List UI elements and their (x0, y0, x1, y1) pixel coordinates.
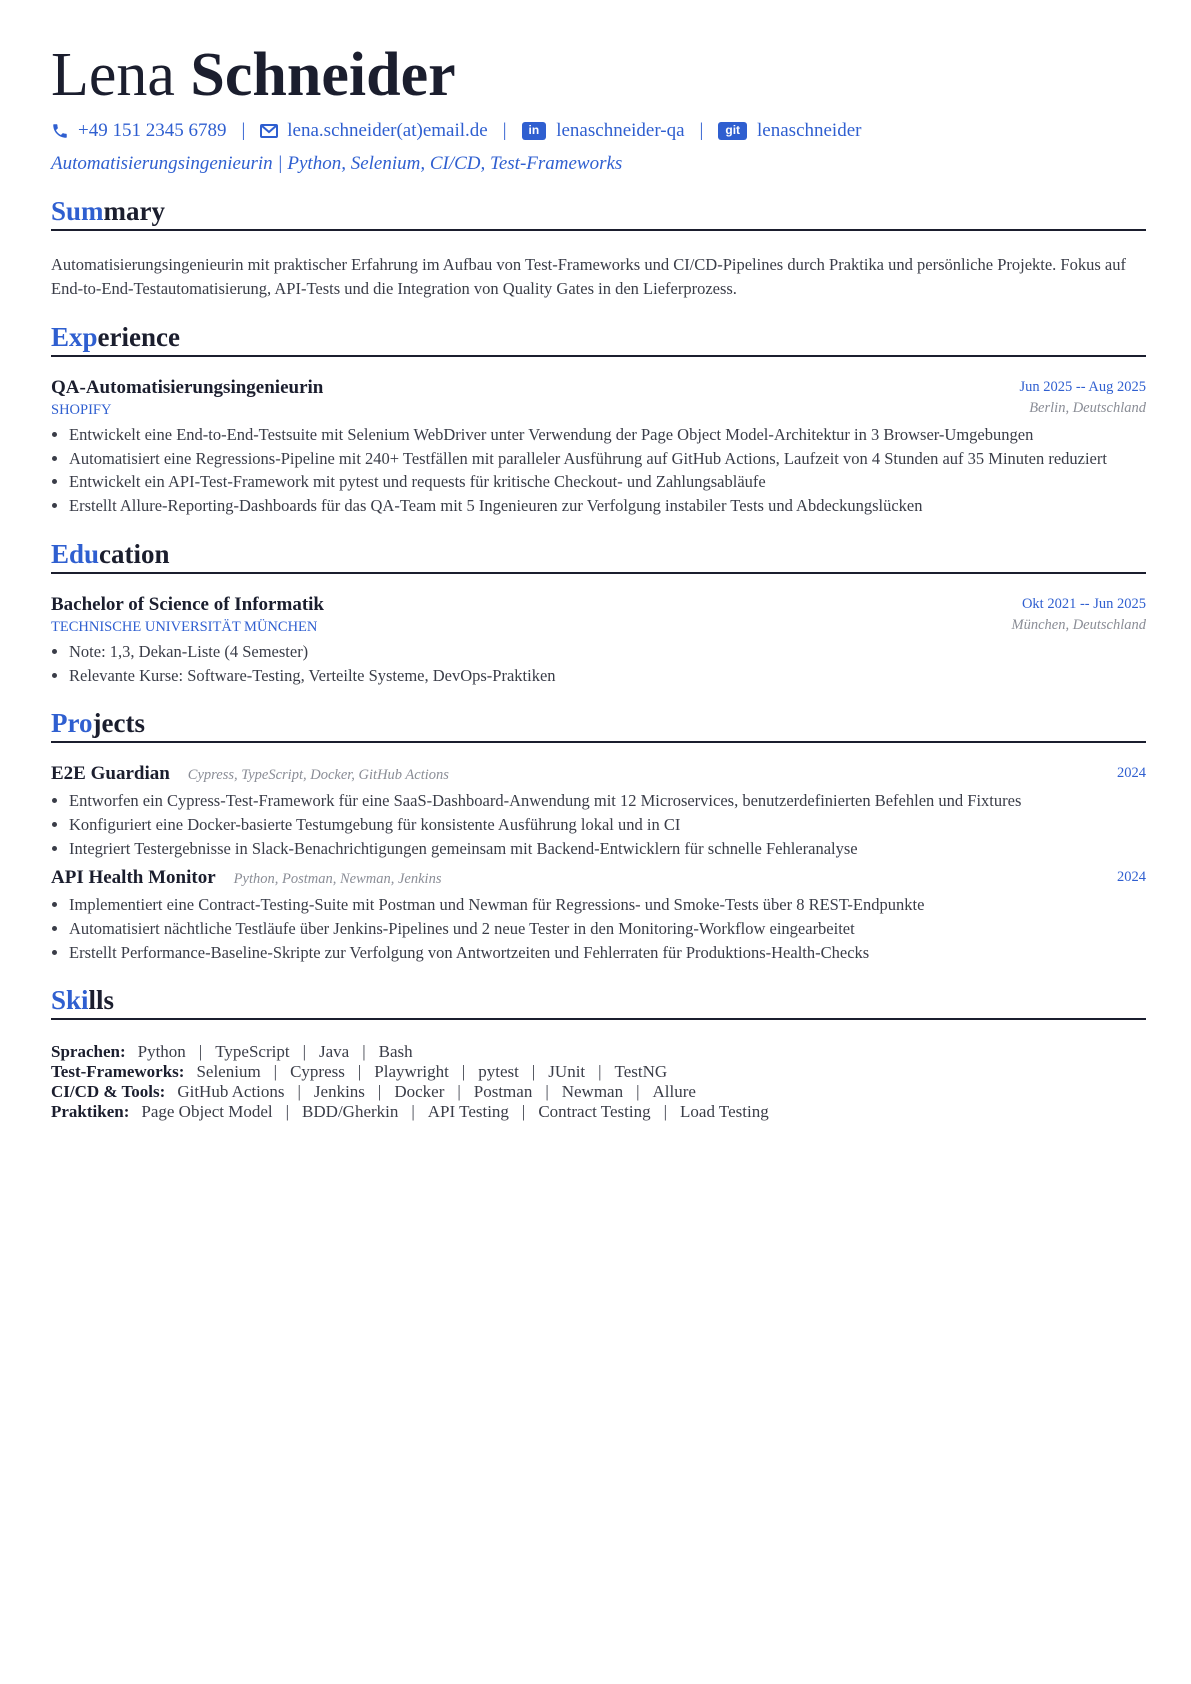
separator: | (699, 120, 704, 141)
resume-page (51, 38, 1146, 1122)
list-item: • Note: 1,3, Dekan-Liste (4 Semester) (69, 640, 1146, 664)
skill-item: Postman (473, 1082, 533, 1102)
skill-item: TestNG (614, 1062, 668, 1082)
section-title (51, 536, 1146, 574)
separator: | (545, 1082, 549, 1102)
degree-title: Bachelor of Science of Informatik (51, 593, 324, 615)
separator: | (377, 1082, 382, 1102)
skill-item: Docker (394, 1082, 445, 1102)
project-title: API Health Monitor (51, 867, 216, 889)
title-accent: Pro (51, 708, 93, 739)
skill-category-label: Sprachen: (51, 1042, 126, 1062)
phone-text: +49 151 2345 6789 (78, 120, 227, 141)
entry-header (51, 762, 1146, 786)
project-tech: Cypress, TypeScript, Docker, GitHub Actions (187, 767, 449, 784)
skill-item: BDD/Gherkin (302, 1102, 399, 1122)
skill-category-label: Test-Frameworks: (51, 1062, 185, 1082)
project-date: 2024 (1117, 765, 1146, 782)
skill-item: pytest (478, 1062, 519, 1082)
separator: | (357, 1062, 362, 1082)
github-contact[interactable] (718, 120, 861, 142)
project-title: E2E Guardian (51, 763, 170, 785)
separator: | (531, 1062, 536, 1082)
education-dates: Okt 2021 -- Jun 2025 (1021, 595, 1146, 612)
separator: | (241, 120, 246, 141)
contact-bar (51, 116, 1146, 146)
skill-item: Bash (378, 1042, 413, 1062)
linkedin-contact[interactable] (522, 120, 685, 142)
skill-item: Playwright (374, 1062, 449, 1082)
separator: | (636, 1082, 640, 1102)
skill-item: Page Object Model (141, 1102, 273, 1122)
summary-section (51, 193, 1146, 301)
skill-item: Cypress (290, 1062, 345, 1082)
list-item: • Konfiguriert eine Docker-basierte Testumgebung für konsistente Ausführung lokal und in CI (69, 813, 1146, 837)
entry-header (51, 593, 1146, 637)
separator: | (461, 1062, 466, 1082)
separator: | (273, 1062, 278, 1082)
git-icon: git (718, 122, 747, 140)
section-title (51, 193, 1146, 231)
bullet-list (51, 640, 1146, 687)
title-accent: Sum (51, 196, 104, 226)
skill-row (51, 1102, 1146, 1122)
education-location: München, Deutschland (1011, 616, 1146, 633)
education-section (51, 536, 1146, 687)
project-tech: Python, Postman, Newman, Jenkins (233, 871, 442, 888)
first-name: Lena (51, 41, 175, 109)
entry-header (51, 866, 1146, 890)
list-item: • Erstellt Allure-Reporting-Dashboards für das QA-Team mit 5 Ingenieuren zur Verfolgung instabiler Tests und Abdeckungslücken (69, 494, 1146, 518)
project-date: 2024 (1117, 869, 1146, 886)
list-item: • Erstellt Performance-Baseline-Skripte zur Verfolgung von Antwortzeiten und Fehlerraten für Produktions-Health-Checks (69, 941, 1146, 965)
skill-item: Java (318, 1042, 350, 1062)
separator: | (502, 120, 507, 141)
bullet-list (51, 789, 1146, 860)
section-title (51, 319, 1146, 357)
list-item: • Implementiert eine Contract-Testing-Suite mit Postman und Newman für Regressions- und Smoke-Tests über 8 REST-Endpunkte (69, 893, 1146, 917)
title-accent: Edu (51, 538, 100, 569)
projects-section (51, 705, 1146, 964)
skill-item: Load Testing (680, 1102, 769, 1122)
skill-row (51, 1062, 1146, 1082)
skill-row (51, 1082, 1146, 1102)
separator: | (198, 1042, 203, 1062)
project-entry (51, 762, 1146, 860)
list-item: • Automatisiert nächtliche Testläufe über Jenkins-Pipelines und 2 neue Tester in den Monitoring-Workflow eingearbeitet (69, 917, 1146, 941)
list-item: • Relevante Kurse: Software-Testing, Verteilte Systeme, DevOps-Praktiken (69, 664, 1146, 688)
job-dates: Jun 2025 -- Aug 2025 (1019, 379, 1146, 395)
phone-icon (51, 122, 69, 140)
linkedin-text: lenaschneider-qa (556, 120, 685, 141)
skills-list (51, 1042, 1146, 1122)
phone-contact[interactable] (51, 120, 226, 142)
title-rest: jects (92, 708, 145, 739)
email-contact[interactable] (260, 120, 487, 142)
section-title (51, 705, 1146, 743)
mail-icon (260, 124, 278, 138)
title-accent: Exp (51, 322, 98, 352)
list-item: • Entwickelt ein API-Test-Framework mit pytest und requests für kritische Checkout- und Zahlungsabläufe (69, 470, 1146, 494)
job-location: Berlin, Deutschland (1029, 400, 1146, 416)
entry-header (51, 376, 1146, 420)
university-name: TECHNISCHE UNIVERSITÄT MÜNCHEN (51, 618, 318, 635)
skill-item: Jenkins (313, 1082, 365, 1102)
last-name: Schneider (190, 41, 456, 109)
skills-section (51, 982, 1146, 1122)
bullet-list (51, 893, 1146, 964)
email-text: lena.schneider(at)email.de (287, 120, 488, 141)
list-item: • Entworfen ein Cypress-Test-Framework für eine SaaS-Dashboard-Anwendung mit 12 Microservices, benutzerdefinierten Befehlen und Fixtures (69, 789, 1146, 813)
separator: | (285, 1102, 290, 1122)
title-accent: Ski (51, 985, 89, 1016)
separator: | (302, 1042, 306, 1062)
skill-item: TypeScript (215, 1042, 290, 1062)
skill-category-label: CI/CD & Tools: (51, 1082, 166, 1102)
list-item: • Integriert Testergebnisse in Slack-Benachrichtigungen gemeinsam mit Backend-Entwicklern für schnelle Fehleranalyse (69, 837, 1146, 861)
title-rest: erience (97, 322, 180, 352)
skill-item: Newman (561, 1082, 624, 1102)
section-title (51, 982, 1146, 1020)
skill-item: GitHub Actions (177, 1082, 285, 1102)
separator: | (521, 1102, 526, 1122)
title-rest: mary (103, 196, 166, 226)
github-text: lenaschneider (757, 120, 862, 141)
skill-item: Allure (652, 1082, 696, 1102)
separator: | (663, 1102, 668, 1122)
company-name: SHOPIFY (51, 402, 112, 418)
linkedin-icon: in (522, 122, 547, 140)
title-rest: lls (88, 985, 115, 1016)
skill-item: Selenium (196, 1062, 261, 1082)
experience-entry (51, 376, 1146, 518)
skill-item: JUnit (548, 1062, 586, 1082)
summary-text: Automatisierungsingenieurin mit praktischer Erfahrung im Aufbau von Test-Frameworks und CI/CD-Pipelines durch Praktika und persönliche Projekte. Fokus auf End-to-End-Testautomatisierung, API-Tests und die Integration von Quality Gates in den Lieferprozess. (51, 255, 1126, 298)
skill-item: API Testing (427, 1102, 509, 1122)
separator: | (457, 1082, 461, 1102)
separator: | (411, 1102, 415, 1122)
skill-category-label: Praktiken: (51, 1102, 130, 1122)
tagline: Automatisierungsingenieurin | Python, Selenium, CI/CD, Test-Frameworks (51, 153, 623, 174)
education-entry (51, 593, 1146, 687)
bullet-list (51, 423, 1146, 518)
skill-row (51, 1042, 1146, 1062)
list-item: • Entwickelt eine End-to-End-Testsuite mit Selenium WebDriver unter Verwendung der Page Object Model-Architektur in 3 Browser-Umgebungen (69, 423, 1146, 447)
candidate-name (51, 38, 1146, 112)
skill-item: Contract Testing (538, 1102, 651, 1122)
separator: | (362, 1042, 366, 1062)
experience-section (51, 319, 1146, 518)
skill-item: Python (137, 1042, 186, 1062)
list-item: • Automatisiert eine Regressions-Pipeline mit 240+ Testfällen mit paralleler Ausführung auf GitHub Actions, Laufzeit von 4 Stunden auf 35 Minuten reduziert (69, 447, 1146, 471)
separator: | (598, 1062, 602, 1082)
separator: | (297, 1082, 301, 1102)
job-title: QA-Automatisierungsingenieurin (51, 377, 324, 398)
title-rest: cation (99, 538, 170, 569)
project-entry (51, 866, 1146, 964)
